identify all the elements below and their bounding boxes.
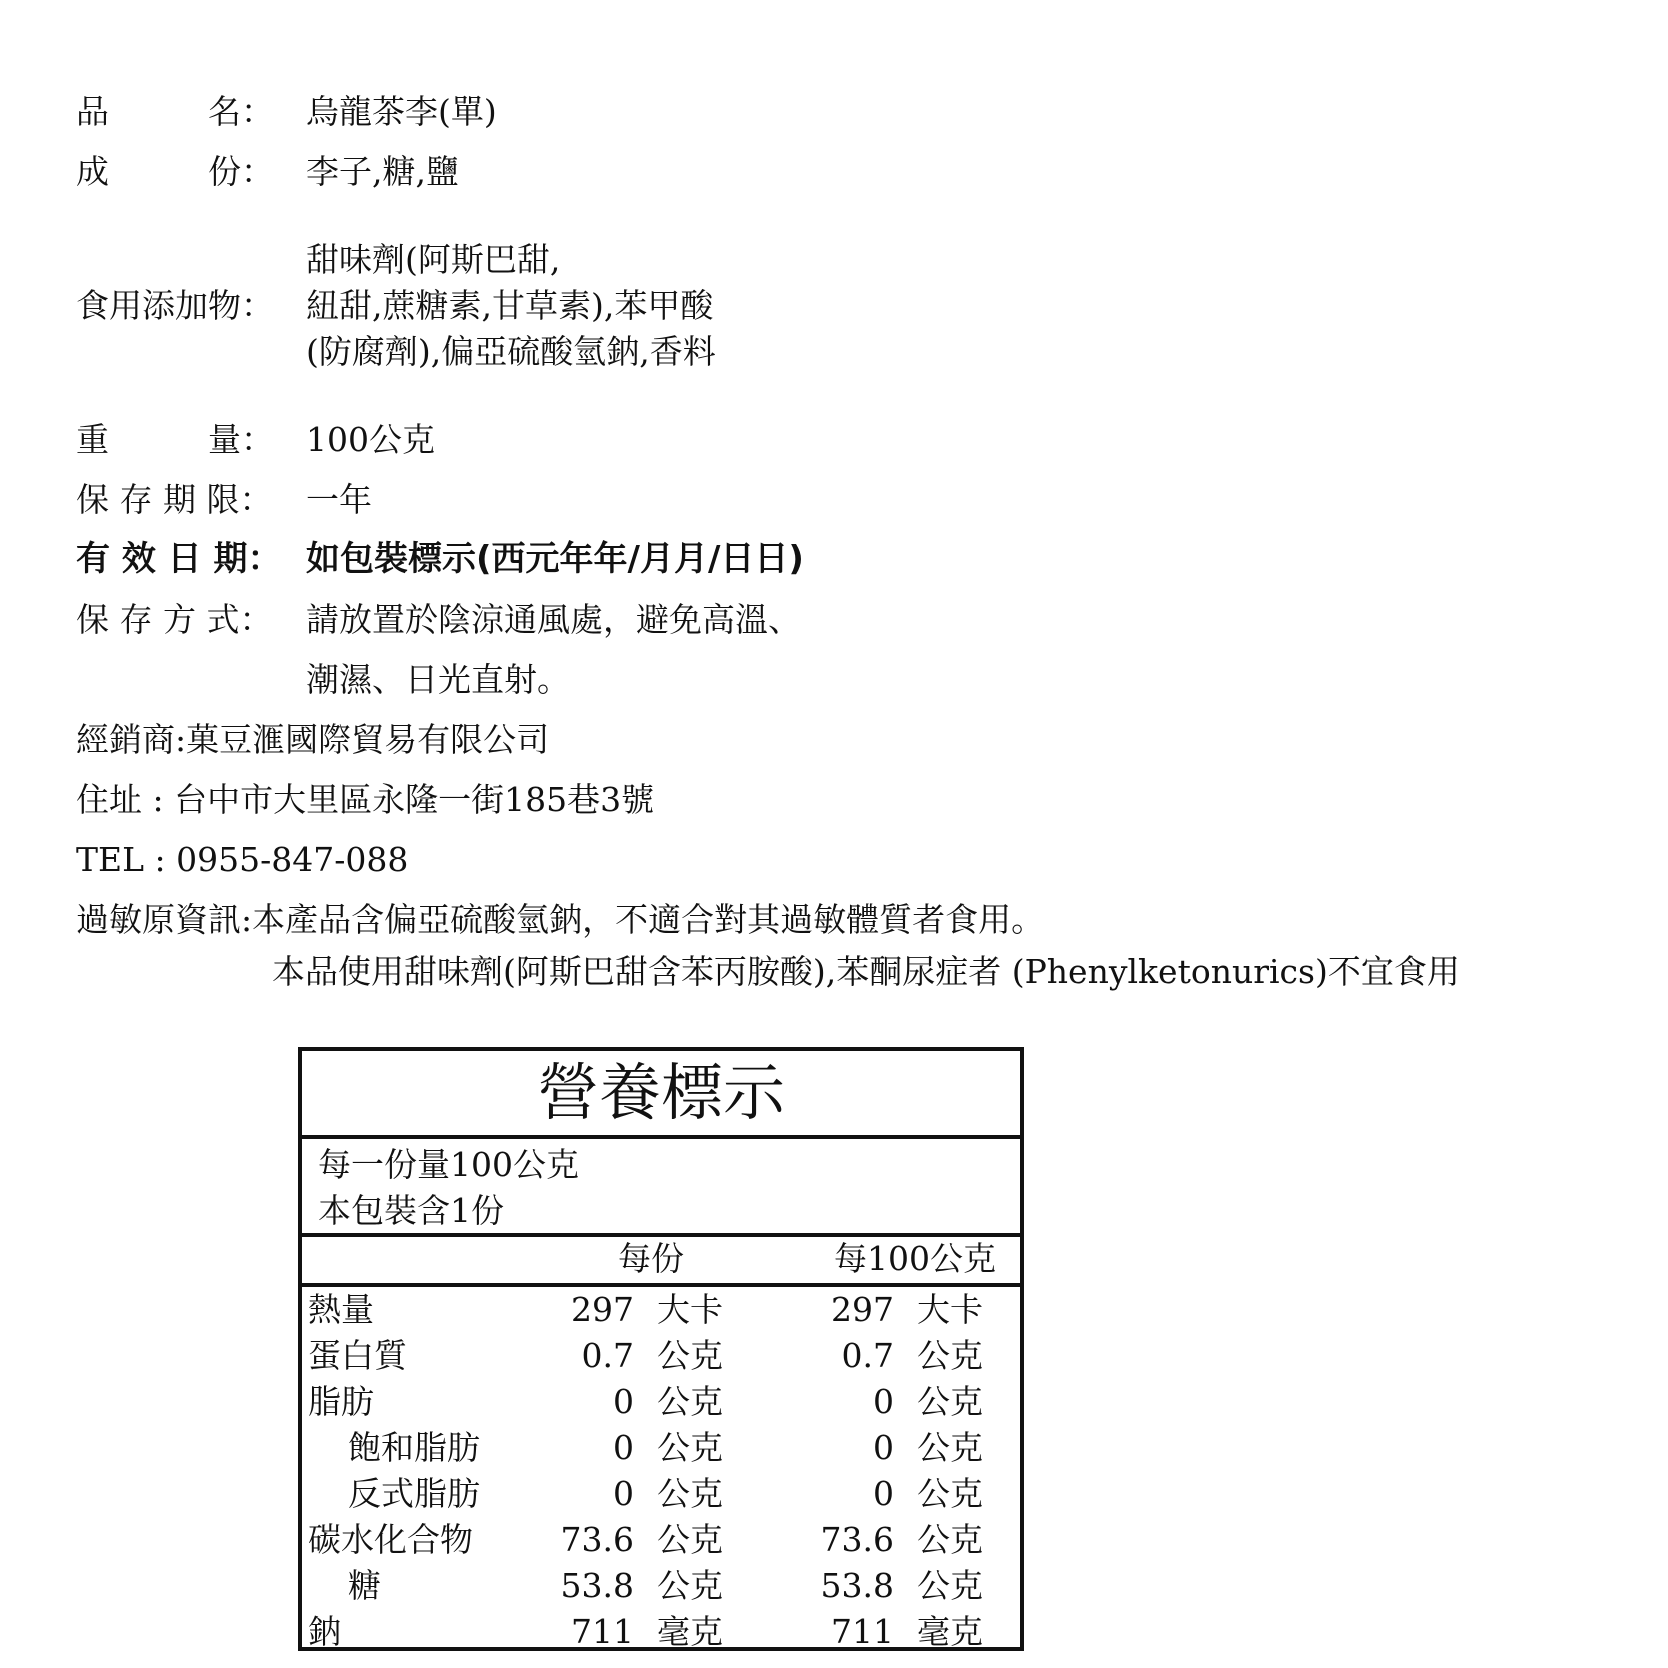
serving-info bbox=[302, 1139, 1020, 1237]
per-serving-unit: 大卡 bbox=[657, 1290, 723, 1329]
nutrient-name: 碳水化合物 bbox=[308, 1520, 473, 1559]
table-row bbox=[302, 1563, 1020, 1609]
col-per-100g: 每100公克 bbox=[834, 1239, 996, 1278]
additives-line-3: (防腐劑),偏亞硫酸氫鈉,香料 bbox=[306, 332, 716, 371]
per-serving-value: 73.6 bbox=[560, 1520, 634, 1559]
table-row bbox=[302, 1517, 1020, 1563]
nutrition-table bbox=[298, 1047, 1024, 1651]
shelf-life-label: 保 存 期 限： bbox=[76, 480, 273, 519]
nutrient-name: 脂肪 bbox=[308, 1382, 374, 1421]
per-100g-unit: 公克 bbox=[917, 1474, 983, 1513]
tel: TEL : 0955-847-088 bbox=[76, 840, 409, 879]
expiry-value: 如包裝標示(西元年年/月月/日日) bbox=[306, 539, 804, 579]
weight-value: 100公克 bbox=[306, 420, 435, 459]
per-100g-unit: 毫克 bbox=[917, 1612, 983, 1651]
nutrient-name: 蛋白質 bbox=[308, 1336, 407, 1375]
additives-label: 食用添加物： bbox=[76, 286, 274, 325]
per-100g-unit: 公克 bbox=[917, 1428, 983, 1467]
per-100g-value: 297 bbox=[831, 1290, 894, 1329]
per-serving-unit: 毫克 bbox=[657, 1612, 723, 1651]
per-100g-unit: 公克 bbox=[917, 1336, 983, 1375]
nutrient-name: 鈉 bbox=[308, 1612, 341, 1651]
per-serving-unit: 公克 bbox=[657, 1566, 723, 1605]
additives-line-2: 紐甜,蔗糖素,甘草素),苯甲酸 bbox=[306, 286, 714, 325]
per-100g-unit: 公克 bbox=[917, 1520, 983, 1559]
per-100g-value: 0.7 bbox=[841, 1336, 894, 1375]
ingredients-value: 李子,糖,鹽 bbox=[306, 152, 459, 191]
per-serving-unit: 公克 bbox=[657, 1474, 723, 1513]
per-100g-value: 53.8 bbox=[820, 1566, 894, 1605]
expiry-label: 有 效 日 期： bbox=[76, 539, 282, 579]
table-row bbox=[302, 1333, 1020, 1379]
per-serving-unit: 公克 bbox=[657, 1520, 723, 1559]
name-value: 烏龍茶李(單) bbox=[306, 92, 497, 131]
per-100g-unit: 公克 bbox=[917, 1382, 983, 1421]
nutrient-name: 飽和脂肪 bbox=[348, 1428, 480, 1467]
serving-size: 每一份量100公克 bbox=[318, 1145, 579, 1184]
per-100g-value: 0 bbox=[873, 1474, 894, 1513]
per-100g-value: 73.6 bbox=[820, 1520, 894, 1559]
servings-per-pack: 本包裝含1份 bbox=[318, 1191, 504, 1230]
table-row bbox=[302, 1425, 1020, 1471]
per-100g-value: 711 bbox=[831, 1612, 894, 1651]
storage-line-2: 潮濕、日光直射。 bbox=[306, 660, 570, 699]
distributor: 經銷商:菓豆滙國際貿易有限公司 bbox=[76, 720, 550, 759]
address: 住址 : 台中市大里區永隆一街185巷3號 bbox=[76, 780, 655, 819]
storage-label: 保 存 方 式： bbox=[76, 600, 273, 639]
per-serving-value: 711 bbox=[571, 1612, 634, 1651]
per-100g-unit: 大卡 bbox=[917, 1290, 983, 1329]
per-serving-value: 0 bbox=[613, 1382, 634, 1421]
nutrient-name: 熱量 bbox=[308, 1290, 374, 1329]
per-100g-value: 0 bbox=[873, 1428, 894, 1467]
per-100g-unit: 公克 bbox=[917, 1566, 983, 1605]
storage-line-1: 請放置於陰涼通風處，避免高溫、 bbox=[306, 600, 801, 639]
nutrient-name: 糖 bbox=[348, 1566, 381, 1605]
name-label: 品 名： bbox=[76, 92, 274, 131]
nutrition-title: 營養標示 bbox=[302, 1051, 1020, 1139]
per-serving-value: 53.8 bbox=[560, 1566, 634, 1605]
table-row bbox=[302, 1609, 1020, 1655]
per-100g-value: 0 bbox=[873, 1382, 894, 1421]
per-serving-value: 0.7 bbox=[581, 1336, 634, 1375]
per-serving-unit: 公克 bbox=[657, 1382, 723, 1421]
weight-label: 重 量： bbox=[76, 420, 274, 459]
allergen-info: 過敏原資訊:本產品含偏亞硫酸氫鈉，不適合對其過敏體質者食用。 bbox=[76, 900, 1045, 939]
col-per-serving: 每份 bbox=[618, 1239, 684, 1278]
table-row bbox=[302, 1471, 1020, 1517]
per-serving-value: 297 bbox=[571, 1290, 634, 1329]
ingredients-label: 成 份： bbox=[76, 152, 274, 191]
additives-line-1: 甜味劑(阿斯巴甜, bbox=[306, 240, 561, 279]
pku-note: 本品使用甜味劑(阿斯巴甜含苯丙胺酸),苯酮尿症者 (Phenylketonurics)不宜食用 bbox=[272, 952, 1460, 991]
per-serving-value: 0 bbox=[613, 1474, 634, 1513]
shelf-life-value: 一年 bbox=[306, 480, 372, 519]
per-serving-value: 0 bbox=[613, 1428, 634, 1467]
per-serving-unit: 公克 bbox=[657, 1336, 723, 1375]
table-row bbox=[302, 1379, 1020, 1425]
column-header bbox=[302, 1237, 1020, 1287]
table-row bbox=[302, 1287, 1020, 1333]
per-serving-unit: 公克 bbox=[657, 1428, 723, 1467]
nutrient-name: 反式脂肪 bbox=[348, 1474, 480, 1513]
